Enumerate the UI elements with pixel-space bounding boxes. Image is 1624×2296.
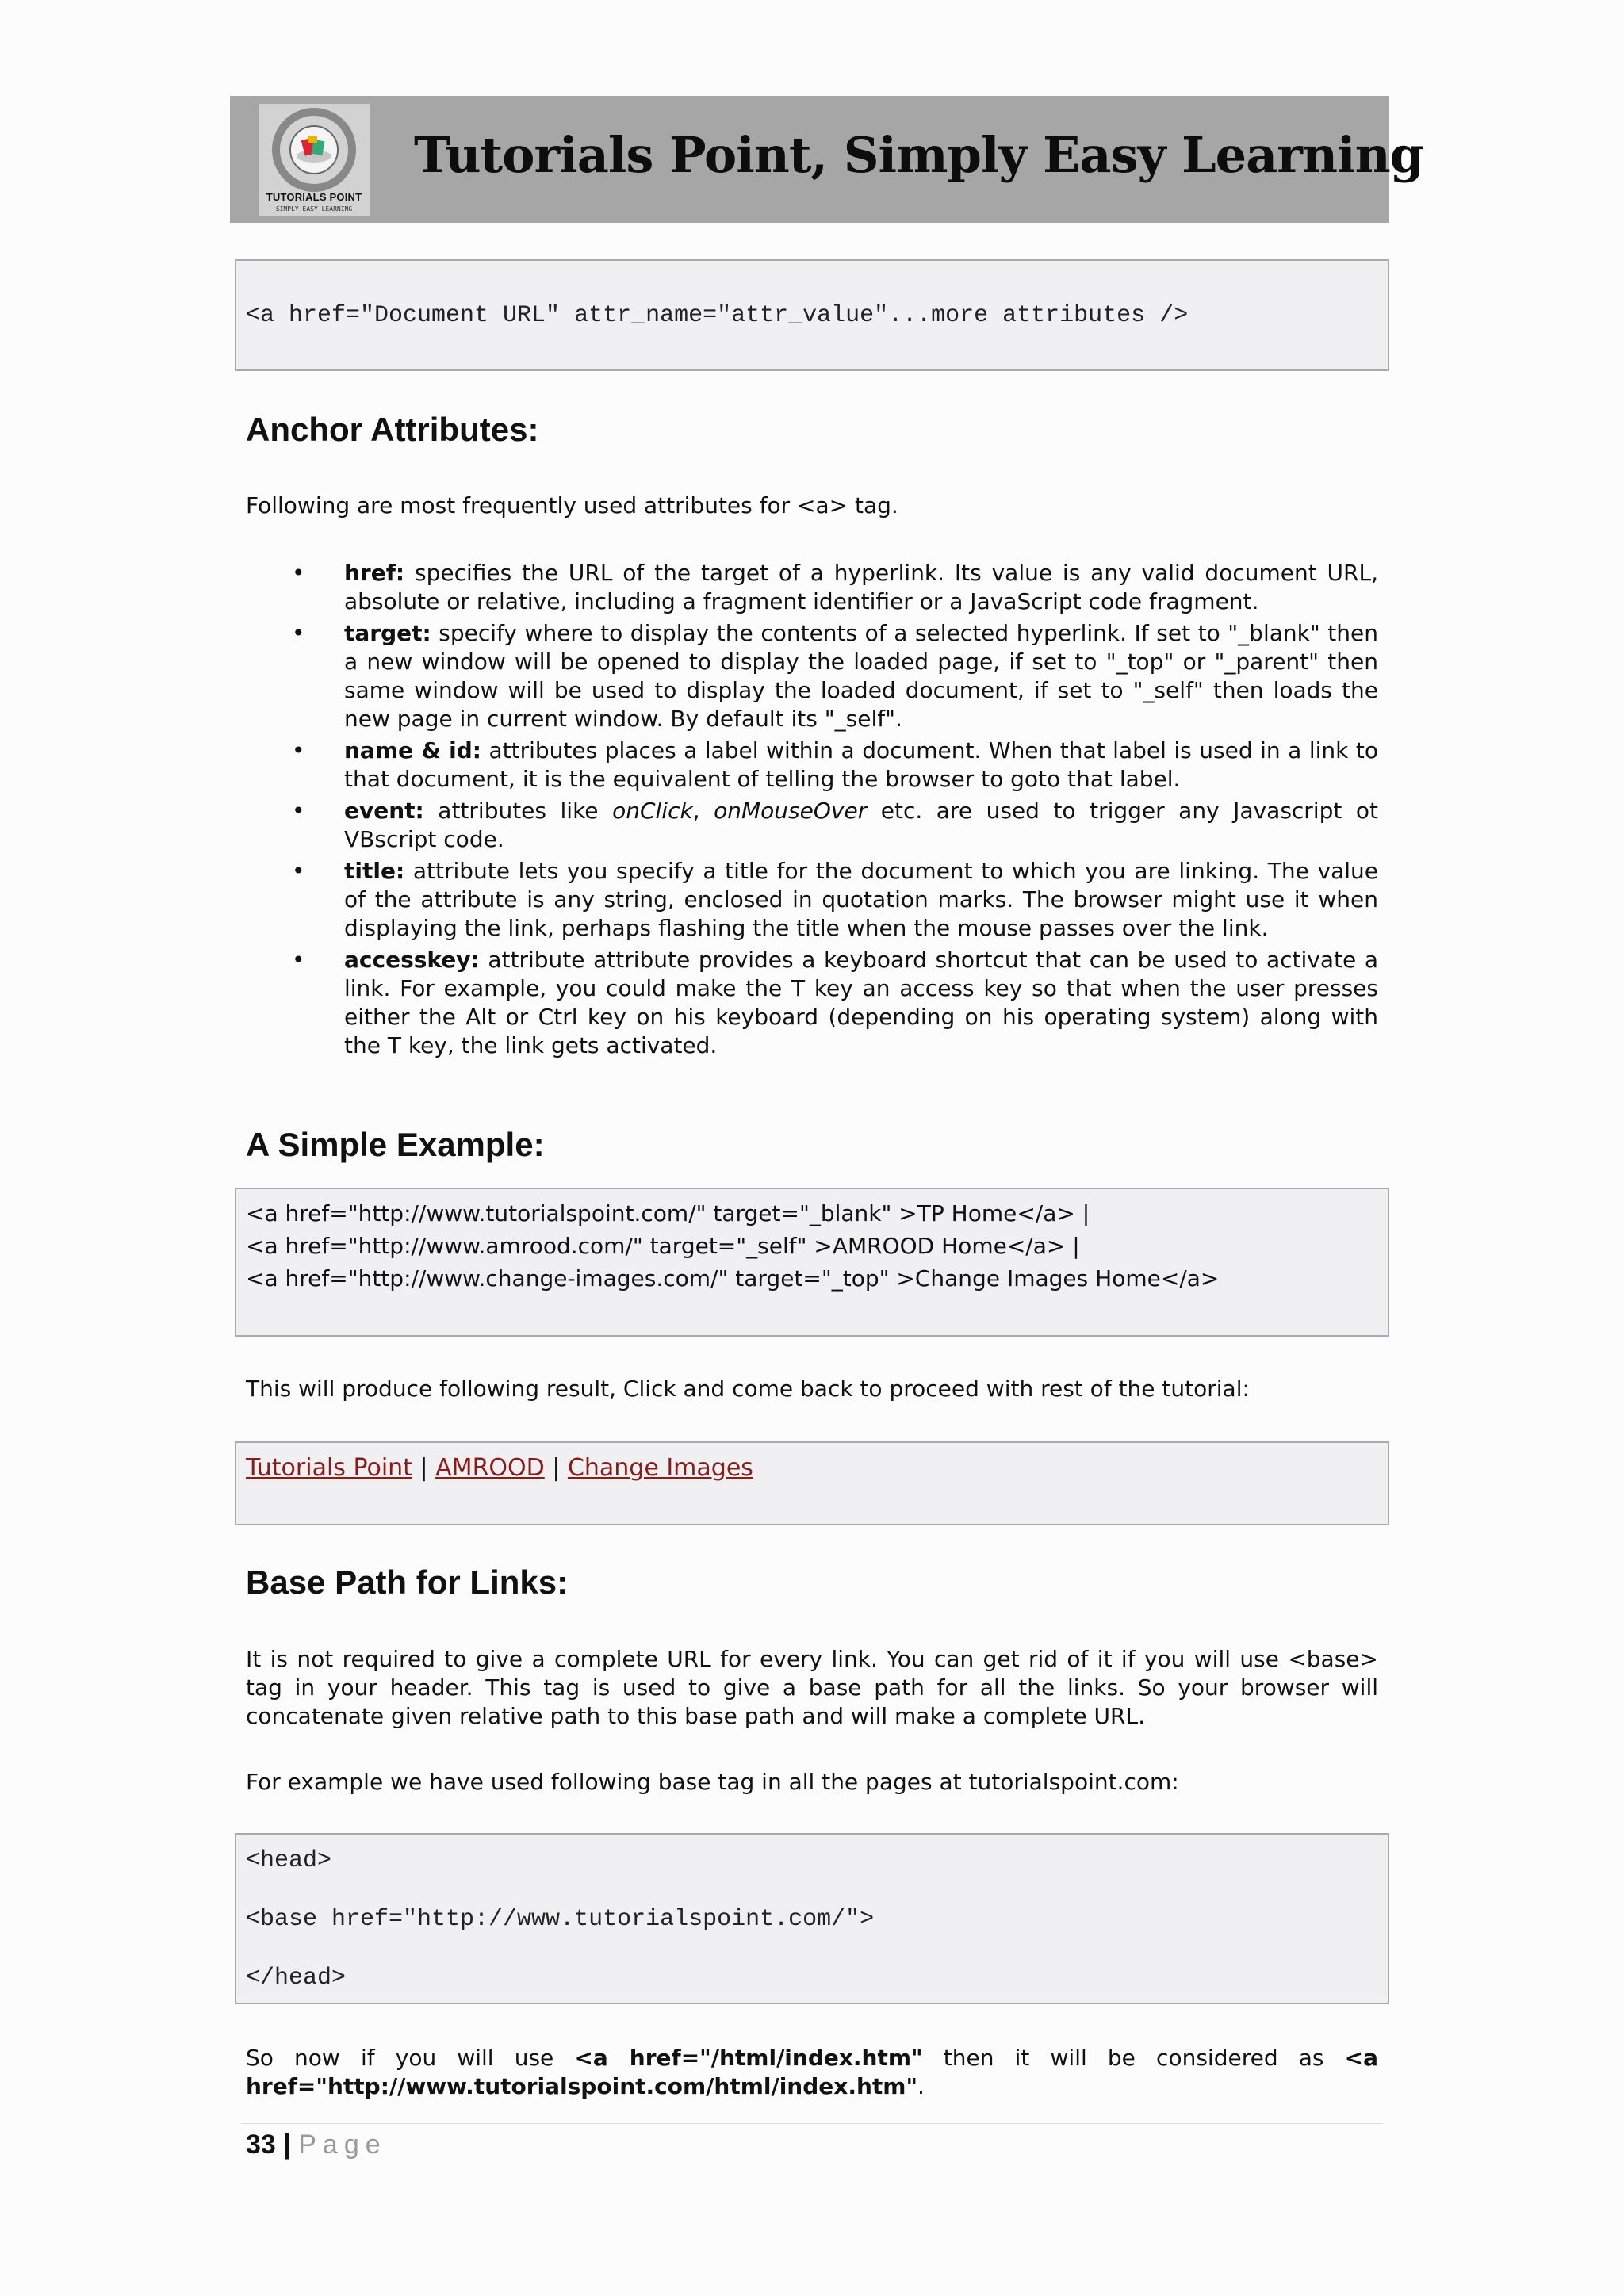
page-label: Page — [298, 2130, 387, 2160]
header-banner — [230, 96, 1424, 223]
base-path-conclusion: So now if you will use <a href="/html/index.htm" then it will be considered as <a href="http://www.tutorialspoint.com/html/index.htm". — [246, 2045, 1378, 2099]
link-change-images[interactable]: Change Images — [567, 1454, 753, 1482]
anchor-attributes-heading: Anchor Attributes: — [246, 411, 539, 448]
footer-divider — [241, 2123, 1383, 2124]
base-example-intro: For example we have used following base tag in all the pages at tutorialspoint.com: — [246, 1769, 1179, 1795]
code-line: <a href="http://www.change-images.com/" target="_top" >Change Images Home</a> — [246, 1265, 1220, 1292]
simple-example-heading: A Simple Example: — [246, 1126, 545, 1163]
base-path-heading: Base Path for Links: — [246, 1563, 569, 1601]
link-amrood[interactable]: AMROOD — [435, 1454, 545, 1482]
tutorials-point-logo — [259, 104, 370, 216]
code-line: <a href="http://www.amrood.com/" target="_self" >AMROOD Home</a> | — [246, 1233, 1080, 1259]
link-separator: | — [552, 1454, 561, 1482]
footer-separator: | — [283, 2130, 291, 2160]
list-item: • title: attribute lets you specify a title for the document to which you are linking. The value of the attribute is any string, enclosed in quotation marks. The browser might use it when displaying the link, perhaps flashing the title when the mouse passes over the link. — [292, 858, 1378, 941]
code-line: </head> — [246, 1965, 347, 1992]
logo-text: TUTORIALS POINT — [266, 191, 362, 203]
page-footer — [246, 2130, 387, 2160]
page-number: 33 — [246, 2130, 276, 2160]
list-item: • accesskey: attribute attribute provides a keyboard shortcut that can be used to activate a link. For example, you could make the T key an access key so that when the user presses either the Alt or Ctrl key on his keyboard (depending on his operating system) along with the T key, the link gets activated. — [292, 947, 1378, 1058]
result-links — [246, 1454, 753, 1482]
link-tutorials-point[interactable]: Tutorials Point — [246, 1454, 412, 1482]
base-path-paragraph: It is not required to give a complete URL for every link. You can get rid of it if you will use <base> tag in your header. This tag is used to give a base path for all the links. So your browser will concatenate given relative path to this base path and will make a complete URL. — [246, 1646, 1378, 1729]
syntax-code-box — [235, 259, 1389, 371]
list-item: • name & id: attributes places a label within a document. When that label is used in a link to that document, it is the equivalent of telling the browser to goto that label. — [292, 737, 1378, 792]
logo-subtext: SIMPLY EASY LEARNING — [275, 205, 353, 212]
list-item: • target: specify where to display the contents of a selected hyperlink. If set to "_blank" then a new window will be opened to display the loaded page, if set to "_top" or "_parent" then same window will be used to display the loaded document, if set to "_self" then loads the new page in current window. By default its "_self". — [292, 620, 1378, 732]
list-item: • href: specifies the URL of the target of a hyperlink. Its value is any valid document URL, absolute or relative, including a fragment identifier or a JavaScript code fragment. — [292, 560, 1378, 614]
link-separator: | — [419, 1454, 428, 1482]
attributes-list — [246, 559, 1378, 1063]
code-line: <head> — [246, 1847, 332, 1874]
result-description: This will produce following result, Click and come back to proceed with rest of the tutorial: — [246, 1376, 1250, 1402]
result-box — [235, 1441, 1389, 1525]
example-code — [246, 1197, 1219, 1295]
header-title: Tutorials Point, Simply Easy Learning — [414, 126, 1424, 184]
syntax-code: <a href="Document URL" attr_name="attr_value"...more attributes /> — [246, 302, 1189, 329]
code-line: <a href="http://www.tutorialspoint.com/" target="_blank" >TP Home</a> | — [246, 1200, 1090, 1226]
code-line: <base href="http://www.tutorialspoint.com/"> — [246, 1906, 875, 1933]
base-code-box — [235, 1833, 1389, 2004]
anchor-attributes-intro: Following are most frequently used attributes for <a> tag. — [246, 492, 898, 519]
example-code-box — [235, 1188, 1389, 1337]
list-item: • event: attributes like onClick, onMouseOver etc. are used to trigger any Javascript ot VBscript code. — [292, 798, 1378, 852]
